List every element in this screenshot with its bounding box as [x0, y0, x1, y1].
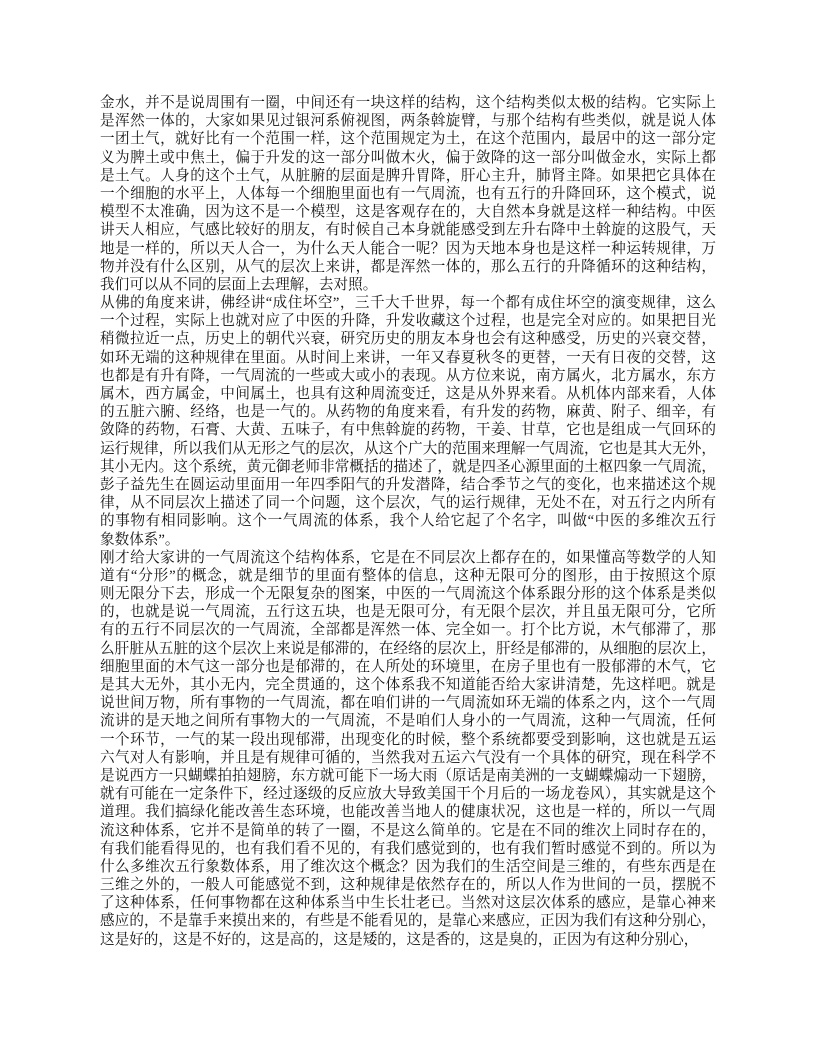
- text-line: 细胞里面的木气这一部分也是郁滞的，在人所处的环境里，在房子里也有一股郁滞的木气，它: [100, 658, 716, 675]
- paragraph: [100, 294, 716, 549]
- text-line: 的事物有相同影响。这个一气周流的体系，我个人给它起了个名字，叫做“中医的多维次五行: [100, 513, 716, 530]
- text-line: 是说西方一只蝴蝶拍拍翅膀，东方就可能下一场大雨（原话是南美洲的一支蝴蝶煽动一下翅膀，: [100, 767, 716, 784]
- document-text-block: [100, 94, 716, 949]
- text-line: 的五脏六腑、经络，也是一气的。从药物的角度来看，有升发的药物，麻黄、附子、细辛，有: [100, 404, 716, 421]
- text-line: 是浑然一体的，大家如果见过银河系俯视图，两条斡旋臂，与那个结构有些类似，就是说人体: [100, 113, 716, 130]
- text-line: 律，从不同层次上描述了同一个问题，这个层次，气的运行规律，无处不在，对五行之内所有: [100, 495, 716, 512]
- text-line: 说世间万物，所有事物的一气周流，都在咱们讲的一气周流如环无端的体系之内，这个一气周: [100, 695, 716, 712]
- text-line: 物并没有什么区别，从气的层次上来讲，都是浑然一体的，那么五行的升降循环的这种结构，: [100, 258, 716, 275]
- text-line: 义为脾土或中焦土，偏于升发的这一部分叫做木火，偏于敛降的这一部分叫做金水，实际上都: [100, 149, 716, 166]
- text-line: 道理。我们搞绿化能改善生态环境，也能改善当地人的健康状况，这也是一样的，所以一气周: [100, 804, 716, 821]
- text-line: 敛降的药物，石膏、大黄、五味子，有中焦斡旋的药物，干姜、甘草，它也是组成一气回环的: [100, 422, 716, 439]
- text-line: 象数体系”。: [100, 531, 180, 548]
- text-line: 则无限分下去，形成一个无限复杂的图案，中医的一气周流这个体系跟分形的这个体系是类似: [100, 586, 716, 603]
- text-line: 流讲的是天地之间所有事物大的一气周流，不是咱们人身小的一气周流，这种一气周流，任何: [100, 713, 716, 730]
- text-line: 属木，西方属金，中间属土，也具有这种周流变迁，这是从外界来看。从机体内部来看，人体: [100, 386, 716, 402]
- text-line: 就有可能在一定条件下，经过逐级的反应放大导致美国干个月后的一场龙卷风），其实就是这个: [100, 786, 716, 803]
- paragraph: [100, 94, 716, 294]
- text-line: 彭子益先生在圆运动里面用一年四季阳气的升发潜降，结合季节之气的变化，也来描述这个规: [100, 476, 716, 493]
- text-line: 是土气。人身的这个土气，从脏腑的层面是脾升胃降，肝心主升，肺肾主降。如果把它具体在: [100, 167, 716, 184]
- text-line: 模型不太准确，因为这不是一个模型，这是客观存在的，大自然本身就是这样一种结构。中医: [100, 204, 716, 221]
- text-line: 三维之外的，一般人可能感觉不到，这种规律是依然存在的，所以人作为世间的一员，摆脱不: [100, 877, 716, 894]
- text-line: 从佛的角度来讲，佛经讲“成住坏空”，三千大千世界，每一个都有成住坏空的演变规律，这么: [100, 295, 716, 312]
- text-line: 流这种体系，它并不是简单的转了一圈，不是这么简单的。它是在不同的维次上同时存在的，: [100, 822, 716, 839]
- text-line: 六气对人有影响，并且是有规律可循的，当然我对五运六气没有一个具体的研究，现在科学不: [100, 749, 716, 766]
- text-line: 地是一样的，所以天人合一，为什么天人能合一呢？因为天地本身也是这样一种运转规律，万: [100, 240, 716, 257]
- text-line: 刚才给大家讲的一气周流这个结构体系，它是在不同层次上都存在的，如果懂高等数学的人知: [100, 549, 716, 566]
- text-line: 一个过程，实际上也就对应了中医的升降，升发收藏这个过程，也是完全对应的。如果把目光: [100, 313, 716, 330]
- text-line: 如环无端的这种规律在里面。从时间上来讲，一年又春夏秋冬的更替，一天有日夜的交替，这: [100, 349, 716, 366]
- text-line: 了这种体系，任何事物都在这种体系当中生长壮老已。当然对这层次体系的感应，是靠心神来: [100, 895, 716, 912]
- text-line: 这是好的，这是不好的，这是高的，这是矮的，这是香的，这是臭的，正因为有这种分别心，: [100, 931, 699, 948]
- text-line: 运行规律，所以我们从无形之气的层次，从这个广大的范围来理解一气周流，它也是其大无外，: [100, 440, 716, 457]
- text-line: 的，也就是说一气周流，五行这五块，也是无限可分，有无限个层次，并且虽无限可分，它所: [100, 604, 716, 621]
- text-line: 是其大无外，其小无内，完全贯通的，这个体系我不知道能否给大家讲清楚，先这样吧。就是: [100, 677, 716, 693]
- text-line: 金水，并不是说周围有一圈，中间还有一块这样的结构，这个结构类似太极的结构。它实际上: [100, 95, 716, 111]
- text-line: 我们可以从不同的层面上去理解，去对照。: [100, 276, 378, 293]
- text-line: 其小无内。这个系统，黄元御老师非常概括的描述了，就是四圣心源里面的土枢四象一气周流，: [100, 458, 716, 475]
- text-line: 也都是有升有降，一气周流的一些或大或小的表现。从方位来说，南方属火，北方属水，东方: [100, 367, 716, 384]
- text-line: 一团土气，就好比有一个范围一样，这个范围规定为土，在这个范围内，最居中的这一部分定: [100, 131, 716, 148]
- text-line: 讲天人相应，气感比较好的朋友，有时候自己本身就能感受到左升右降中土斡旋的这股气，天: [100, 222, 716, 239]
- text-line: 道有“分形”的概念，就是细节的里面有整体的信息，这种无限可分的图形，由于按照这个原: [100, 567, 716, 584]
- text-line: 有的五行不同层次的一气周流，全部都是浑然一体、完全如一。打个比方说，木气郁滞了，那: [100, 622, 716, 639]
- text-line: 一个细胞的水平上，人体每一个细胞里面也有一气周流，也有五行的升降回环，这个模式，说: [100, 185, 716, 202]
- text-line: 感应的，不是靠手来摸出来的，有些是不能看见的，是靠心来感应，正因为我们有这种分别心，: [100, 913, 716, 930]
- text-line: 有我们能看得见的，也有我们看不见的，有我们感觉到的，也有我们暂时感觉不到的。所以为: [100, 840, 716, 857]
- text-line: 什么多维次五行象数体系，用了维次这个概念？因为我们的生活空间是三维的，有些东西是在: [100, 858, 716, 875]
- paragraph: [100, 549, 716, 949]
- text-line: 一个环节，一气的某一段出现郁滞，出现变化的时候，整个系统都要受到影响，这也就是五运: [100, 731, 716, 748]
- text-line: 么肝脏从五脏的这个层次上来说是郁滞的，在经络的层次上，肝经是郁滞的，从细胞的层次上，: [100, 640, 716, 657]
- text-line: 稍微拉近一点，历史上的朝代兴衰，研究历史的朋友本身也会有这种感受，历史的兴衰交替，: [100, 331, 716, 348]
